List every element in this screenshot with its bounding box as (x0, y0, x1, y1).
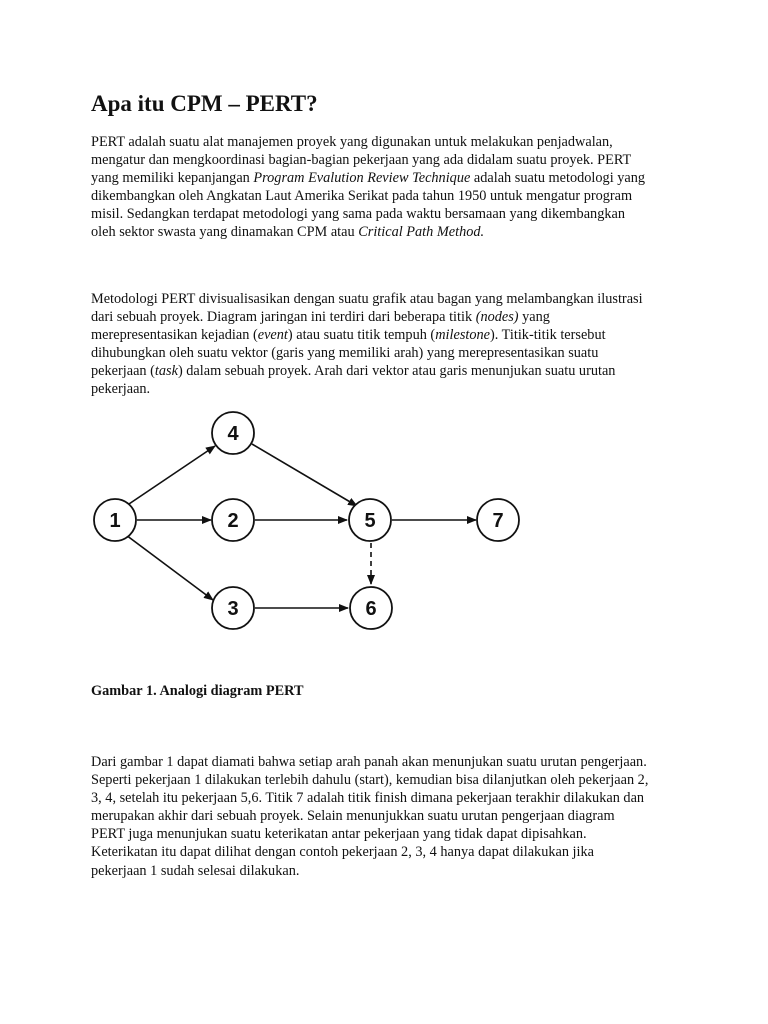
paragraph-figure-explanation (91, 753, 691, 880)
text-run: ) atau suatu titik tempuh ( (287, 327, 436, 344)
node-5 (349, 499, 391, 541)
text-line: 3, 4, setelah itu pekerjaan 5,6. Titik 7 adalah titik finish dimana pekerjaan terakhir dilakukan dan (91, 790, 645, 807)
italic-term: task (154, 363, 178, 380)
node-label: 2 (227, 510, 239, 532)
node-label: 7 (492, 510, 504, 532)
italic-term: event (257, 327, 288, 344)
edge-1-to-3 (126, 535, 213, 600)
text-line: Metodologi PERT divisualisasikan dengan suatu grafik atau bagan yang melambangkan ilustrasi (91, 291, 643, 307)
text-line (91, 223, 691, 241)
node-label: 4 (227, 423, 239, 445)
pert-network-diagram (80, 400, 540, 650)
text-line (91, 326, 691, 344)
text-line (91, 308, 691, 326)
node-label: 6 (365, 598, 377, 620)
italic-term: Program Evalution Review Technique (253, 170, 471, 187)
text-line: merupakan akhir dari sebuah proyek. Selain menunjukkan suatu urutan pengerjaan diagram (91, 808, 615, 825)
italic-term: (nodes) (475, 309, 519, 326)
page-title: Apa itu CPM – PERT? (91, 91, 318, 116)
text-line: PERT adalah suatu alat manajemen proyek yang digunakan untuk melakukan penjadwalan, (91, 134, 613, 150)
edge-4-to-5 (252, 444, 357, 506)
node-6 (350, 587, 392, 629)
node-label: 5 (364, 510, 376, 532)
text-line: dikembangkan oleh Angkatan Laut Amerika Serikat pada tahun 1950 untuk mengatur program (91, 188, 633, 205)
node-label: 1 (109, 510, 121, 532)
text-run: pekerjaan ( (91, 363, 155, 380)
text-line: Seperti pekerjaan 1 dilakukan terlebih dahulu (start), kemudian bisa dilanjutkan oleh pekerjaan 2, (91, 772, 649, 789)
text-line: Keterikatan itu dapat dilihat dengan contoh pekerjaan 2, 3, 4 hanya dapat dilakukan jika (91, 844, 594, 861)
text-line: mengatur dan mengkoordinasi bagian-bagian pekerjaan yang ada didalam suatu proyek. PERT (91, 152, 632, 169)
paragraph-pert-visualization (91, 290, 691, 399)
text-run: yang memiliki kepanjangan (91, 170, 254, 187)
italic-term: milestone (435, 327, 490, 344)
text-run: oleh sektor swasta yang dinamakan CPM atau (91, 224, 359, 241)
text-line (91, 362, 691, 380)
text-run: adalah suatu metodologi yang (470, 170, 646, 187)
text-line: pekerjaan 1 sudah selesai dilakukan. (91, 862, 300, 879)
node-4 (212, 412, 254, 454)
text-line: PERT juga menunjukan suatu keterikatan antar pekerjaan yang tidak dapat dipisahkan. (91, 826, 587, 843)
text-line: Dari gambar 1 dapat diamati bahwa setiap arah panah akan menunjukan suatu urutan pengerjaan. (91, 754, 647, 770)
text-run: merepresentasikan kejadian ( (91, 327, 258, 344)
node-label: 3 (227, 598, 239, 620)
paragraph-pert-definition (91, 133, 691, 242)
text-run: ) dalam sebuah proyek. Arah dari vektor atau garis menunjukan suatu urutan (177, 363, 616, 380)
figure-caption: Gambar 1. Analogi diagram PERT (91, 683, 304, 699)
node-1 (94, 499, 136, 541)
node-2 (212, 499, 254, 541)
text-line: pekerjaan. (91, 381, 151, 398)
node-3 (212, 587, 254, 629)
text-line: misil. Sedangkan terdapat metodologi yang sama pada waktu bersamaan yang dikembangkan (91, 206, 625, 223)
edge-1-to-4 (126, 446, 215, 506)
text-run: yang (518, 309, 550, 326)
italic-term: Critical Path Method. (358, 224, 485, 241)
node-7 (477, 499, 519, 541)
text-run: ). Titik-titik tersebut (490, 327, 606, 344)
text-run: dari sebuah proyek. Diagram jaringan ini terdiri dari beberapa titik (91, 309, 476, 326)
text-line: dihubungkan oleh suatu vektor (garis yang memiliki arah) yang merepresentasikan suatu (91, 345, 599, 362)
text-line (91, 169, 691, 187)
diagram-edges (126, 444, 476, 608)
